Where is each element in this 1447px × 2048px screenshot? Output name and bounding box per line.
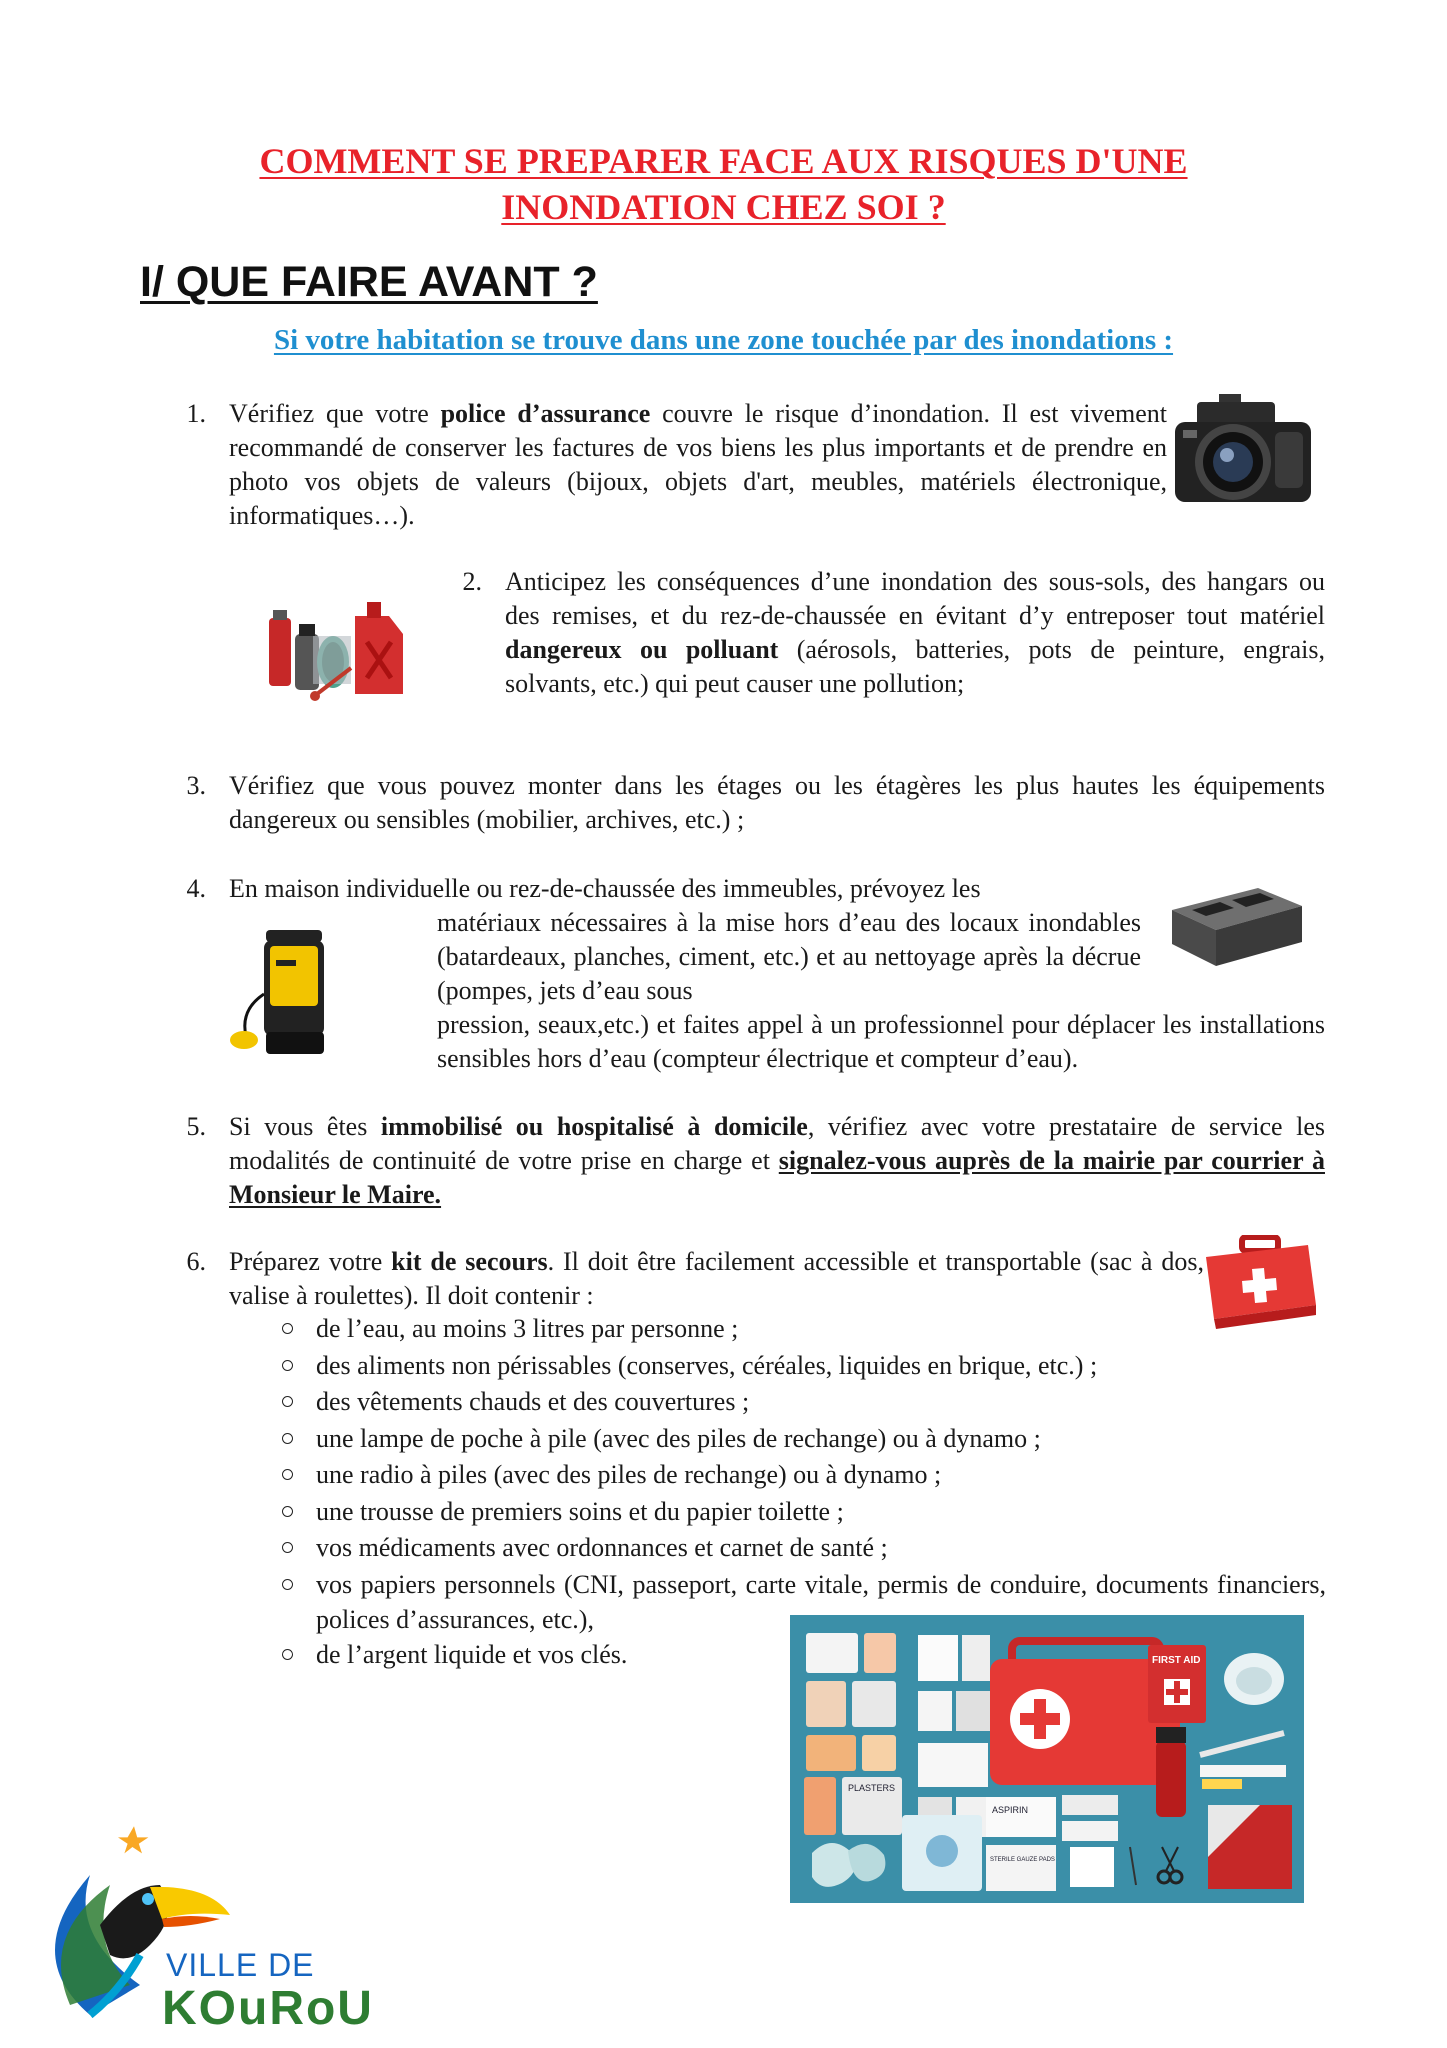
- item-1-number: 1.: [186, 399, 206, 428]
- item-4-text-part-1: matériaux nécessaires à la mise hors d’eau des locaux inondables (batardeaux, planches, ciment, etc.) et au nettoyage après la décrue (pompes, jets d’eau sous: [437, 908, 1141, 1005]
- item-6-number: 6.: [186, 1247, 206, 1276]
- item-2-number: 2.: [462, 567, 482, 596]
- logo-line-1: VILLE DE: [166, 1947, 315, 1983]
- camera-icon: [1167, 388, 1319, 510]
- cinder-block-icon: [1162, 880, 1312, 970]
- circle-bullet-icon: [282, 1433, 293, 1444]
- circle-bullet-icon: [282, 1542, 293, 1553]
- item-4-text-part-2: pression, seaux,etc.) et faites appel à un professionnel pour déplacer les installations sensibles hors d’eau (compteur électrique et compteur d’eau).: [437, 1010, 1325, 1073]
- logo-line-2: KOuRoU: [162, 1982, 374, 2035]
- list-item: vos papiers personnels (CNI, passeport, carte vitale, permis de conduire, documents financiers, polices d’assurances, etc.),: [316, 1567, 1326, 1637]
- gauze-label: STERILE GAUZE PADS: [990, 1857, 1055, 1863]
- list-item: vos médicaments avec ordonnances et carnet de santé ;: [316, 1530, 1326, 1567]
- circle-bullet-icon: [282, 1469, 293, 1480]
- list-item: de l’eau, au moins 3 litres par personne ;: [316, 1311, 1326, 1348]
- item-4-number: 4.: [186, 874, 206, 903]
- list-item: de l’argent liquide et vos clés.: [316, 1637, 1326, 1674]
- hazardous-products-icon: [255, 598, 413, 716]
- list-item: une lampe de poche à pile (avec des piles de rechange) ou à dynamo ;: [316, 1421, 1326, 1458]
- first-aid-booklet-label: FIRST AID: [1152, 1655, 1201, 1666]
- list-item: des vêtements chauds et des couvertures ;: [316, 1384, 1326, 1421]
- title-line-2: INONDATION CHEZ SOI ?: [501, 187, 946, 227]
- section-heading: I/ QUE FAIRE AVANT ?: [140, 258, 598, 306]
- subheading: Si votre habitation se trouve dans une zone touchée par des inondations :: [273, 324, 1174, 356]
- circle-bullet-icon: [282, 1579, 293, 1590]
- first-aid-kit-contents-illustration: [790, 1615, 1304, 1903]
- document-title: [150, 138, 1297, 230]
- item-3-number: 3.: [186, 771, 206, 800]
- item-1-text: Vérifiez que votre police d’assurance couvre le risque d’inondation. Il est vivement recommandé de conserver les factures de vos biens les plus importants et de prendre en photo vos objets de valeurs (bijoux, objets d'art, meubles, matériels électronique, informatiques…).: [229, 399, 1167, 530]
- circle-bullet-icon: [282, 1360, 293, 1371]
- item-4-line-1: En maison individuelle ou rez-de-chaussée des immeubles, prévoyez les: [229, 874, 981, 903]
- item-6-text: Préparez votre kit de secours. Il doit être facilement accessible et transportable (sac à dos, valise à roulettes). Il doit contenir :: [229, 1247, 1204, 1310]
- title-line-1: COMMENT SE PREPARER FACE AUX RISQUES D'UNE: [259, 141, 1188, 181]
- circle-bullet-icon: [282, 1649, 293, 1660]
- list-item: une trousse de premiers soins et du papier toilette ;: [316, 1494, 1326, 1531]
- circle-bullet-icon: [282, 1323, 293, 1334]
- item-3-text: Vérifiez que vous pouvez monter dans les étages ou les étagères les plus hautes les équipements dangereux ou sensibles (mobilier, archives, etc.) ;: [229, 771, 1325, 834]
- pump-icon: [226, 924, 344, 1060]
- circle-bullet-icon: [282, 1396, 293, 1407]
- plasters-label: PLASTERS: [848, 1783, 896, 1793]
- aspirin-label: ASPIRIN: [992, 1805, 1029, 1815]
- item-5-text: Si vous êtes immobilisé ou hospitalisé à domicile, vérifiez avec votre prestataire de service les modalités de continuité de votre prise en charge et signalez-vous auprès de la mairie par courrier à Monsieur le Maire.: [229, 1112, 1325, 1209]
- list-item: des aliments non périssables (conserves, céréales, liquides en brique, etc.) ;: [316, 1348, 1326, 1385]
- circle-bullet-icon: [282, 1506, 293, 1517]
- item-2-text: Anticipez les conséquences d’une inondation des sous-sols, des hangars ou des remises, et du rez-de-chaussée en évitant d’y entreposer tout matériel dangereux ou polluant (aérosols, batteries, pots de peinture, engrais, solvants, etc.) qui peut causer une pollution;: [505, 567, 1325, 698]
- ville-de-kourou-logo: [30, 1815, 390, 2035]
- item-5-number: 5.: [186, 1112, 206, 1141]
- list-item: une radio à piles (avec des piles de rechange) ou à dynamo ;: [316, 1457, 1326, 1494]
